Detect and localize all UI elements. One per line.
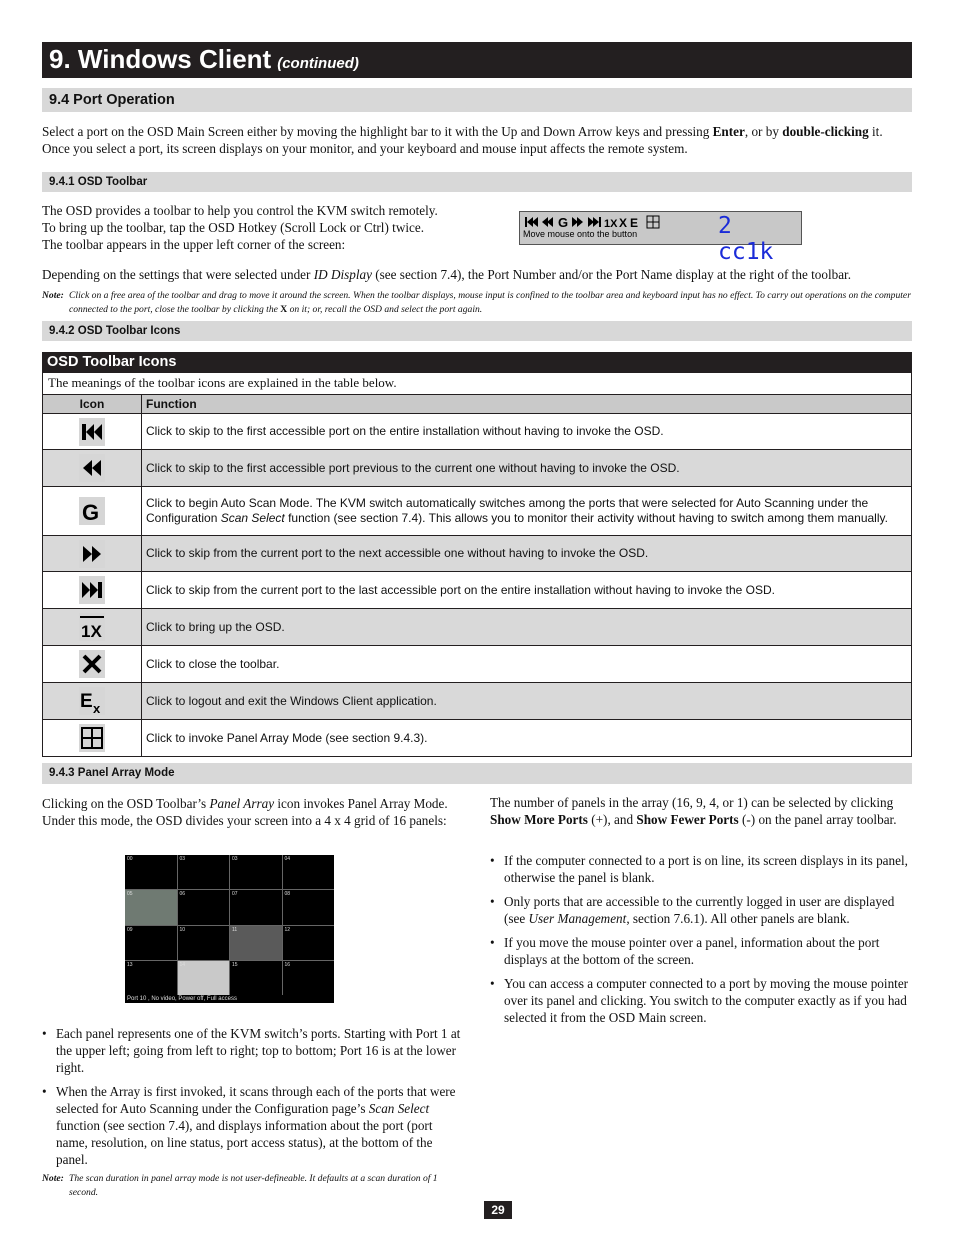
exit-icon [79,687,105,715]
svg-text:E: E [630,216,639,229]
table-row: G Click to begin Auto Scan Mode. The KVM switch automatically switches among the ports that were selected for Auto Scanning under the Configuration Scan Select function (see section 7.4). This allows you to monitor their activity without having to switch among them manually. [43,487,912,536]
panel-label: 07 [232,891,238,898]
panel-label: 00 [127,856,133,862]
panel-cell[interactable] [230,961,282,995]
table-row: Click to close the toolbar. [43,646,912,683]
panel-array-right-bullets [490,852,912,1033]
panel-label: 03 [232,856,238,862]
table-row: Click to skip to the first accessible port previous to the current one without having to invoke the OSD. [43,450,912,487]
section-heading-9-4-2: 9.4.2 OSD Toolbar Icons [42,321,912,341]
svg-text:1X: 1X [81,622,102,641]
svg-text:x: x [93,701,101,715]
panel-cell[interactable] [283,961,335,995]
panel-label: 12 [284,926,291,933]
panel-cell[interactable] [178,855,230,889]
page-number: 29 [484,1201,512,1219]
panel-label: 11 [232,926,238,933]
toolbar-icons-strip [524,215,644,229]
panel-label: 06 [179,891,186,898]
panel-array-note: Note: The scan duration in panel array mode is not user-defineable. It defaults at a scan duration of 1 second. [42,1173,438,1198]
table-title: OSD Toolbar Icons [42,352,912,373]
panel-array-icon [79,724,105,752]
section-heading-9-4-3: 9.4.3 Panel Array Mode [42,763,912,784]
panel-label: 05 [127,891,133,898]
svg-text:E: E [80,691,93,712]
page-title-continued: (continued) [277,55,359,72]
table-row: 1X Click to bring up the OSD. [43,609,912,646]
panel-array-left-bullets [42,1025,464,1175]
section-heading-9-4: 9.4 Port Operation [42,88,912,112]
panel-array-intro: Clicking on the OSD Toolbar’s Panel Array icon invokes Panel Array Mode. Under this mode, the OSD divides your screen into a 4 x 4 grid of 16 panels: [42,796,448,828]
panel-cell[interactable] [178,890,230,924]
id-display-paragraph: Depending on the settings that were selected under ID Display (see section 7.4), the Port Number and/or the Port Name display at the right of the toolbar. [42,267,852,282]
list-item: • When the Array is first invoked, it scans through each of the ports that were selected for Auto Scanning under the Configuration page’s Scan Select function (see section 7.4), and displays information about the port (port name, resolution, on line status, port access status), at the bottom of the panel. [42,1083,464,1168]
table-header-row [43,395,912,414]
svg-text:G: G [558,215,569,229]
osd-toolbar-icons-table [42,352,912,757]
svg-text:G: G [82,500,100,525]
panel-label: 08 [284,891,291,898]
panel-cell[interactable] [283,855,335,889]
list-item: • You can access a computer connected to a port by moving the mouse pointer over its panel and clicking. You switch to the computer exactly as if you had selected it from the OSD Main screen. [490,975,912,1026]
panel-status-line: Port 10 , No video, Power off, Full access [125,995,334,1003]
panel-cell[interactable] [125,855,177,889]
panel-label: 10 [179,926,186,933]
skip-next-icon [79,540,105,568]
panel-label: 15 [232,961,238,968]
panel-cell[interactable] [125,961,177,995]
table-row: Click to skip from the current port to the next accessible one without having to invoke the OSD. [43,536,912,572]
close-icon [79,650,105,678]
toolbar-note: Note: Click on a free area of the toolbar and drag to move it around the screen. When the toolbar displays, mouse input is confined to the toolbar area and keyboard input has no effect. To carry out operations on the computer connected to the port, close the toolbar by clicking the X on it; or, recall the OSD and select the port again. [42,290,911,315]
panel-label: 16 [284,961,291,968]
svg-text:X: X [619,216,628,229]
panel-array-screenshot [125,855,334,1003]
skip-previous-icon [79,454,105,482]
toolbar-panel-icon [646,215,660,229]
col-header-icon: Icon [43,395,142,414]
panel-cell[interactable] [283,890,335,924]
panel-cell[interactable] [230,926,282,960]
page-title: 9. Windows Client [49,44,272,74]
list-item: • If you move the mouse pointer over a panel, information about the port displays at the bottom of the screen. [490,934,912,968]
list-item: • If the computer connected to a port is on line, its screen displays in its panel, otherwise the panel is blank. [490,852,912,886]
list-item: • Each panel represents one of the KVM switch’s ports. Starting with Port 1 at the upper left; going from left to right; top to bottom; Port 16 is at the lower right. [42,1025,464,1076]
panel-cell[interactable] [178,926,230,960]
table-description: The meanings of the toolbar icons are explained in the table below. [42,373,912,394]
skip-last-icon [79,576,105,604]
osd-icon [79,613,105,641]
page-title-bar [42,42,912,78]
panel-cell[interactable] [230,855,282,889]
panel-cell[interactable] [125,926,177,960]
section-heading-9-4-1: 9.4.1 OSD Toolbar [42,172,912,192]
svg-text:1X: 1X [604,218,618,229]
panel-grid [125,855,334,995]
auto-scan-icon [79,497,105,525]
col-header-function: Function [142,395,912,414]
panel-label: 03 [179,856,186,862]
panel-cell[interactable] [283,926,335,960]
panel-label: 09 [127,926,133,933]
osd-toolbar-intro: The OSD provides a toolbar to help you control the KVM switch remotely. To bring up the toolbar, tap the OSD Hotkey (Scroll Lock or Ctrl) twice. The toolbar appears in the upper left corner of the screen: [42,203,438,252]
osd-toolbar-screenshot [519,211,802,265]
panel-array-right-intro: The number of panels in the array (16, 9, 4, or 1) can be selected by clicking Show More Ports (+), and Show Fewer Ports (-) on the panel array toolbar. [490,795,897,827]
panel-cell[interactable] [178,961,230,995]
skip-first-icon [79,418,105,446]
table-row: Click to invoke Panel Array Mode (see section 9.4.3). [43,720,912,757]
panel-cell[interactable] [125,890,177,924]
toolbar-port-name: 2 cc1k [718,213,774,265]
port-operation-paragraph: Select a port on the OSD Main Screen either by moving the highlight bar to it with the Up and Down Arrow keys and pressing Enter, or by double-clicking it. Once you select a port, its screen displays on your monitor, and your keyboard and mouse input affects the remote system. [42,124,883,156]
panel-label: 13 [127,961,133,968]
table-row: Click to skip from the current port to the last accessible port on the entire installation without having to invoke the OSD. [43,572,912,609]
toolbar-caption: Move mouse onto the button [523,229,638,239]
panel-cell[interactable] [230,890,282,924]
table-row: Click to skip to the first accessible port on the entire installation without having to invoke the OSD. [43,414,912,450]
panel-label: 14 [179,961,186,968]
panel-label: 04 [284,856,291,862]
table-row: E x Click to logout and exit the Windows Client application. [43,683,912,720]
list-item: • Only ports that are accessible to the currently logged in user are displayed (see User Management, section 7.6.1). All other panels are blank. [490,893,912,927]
